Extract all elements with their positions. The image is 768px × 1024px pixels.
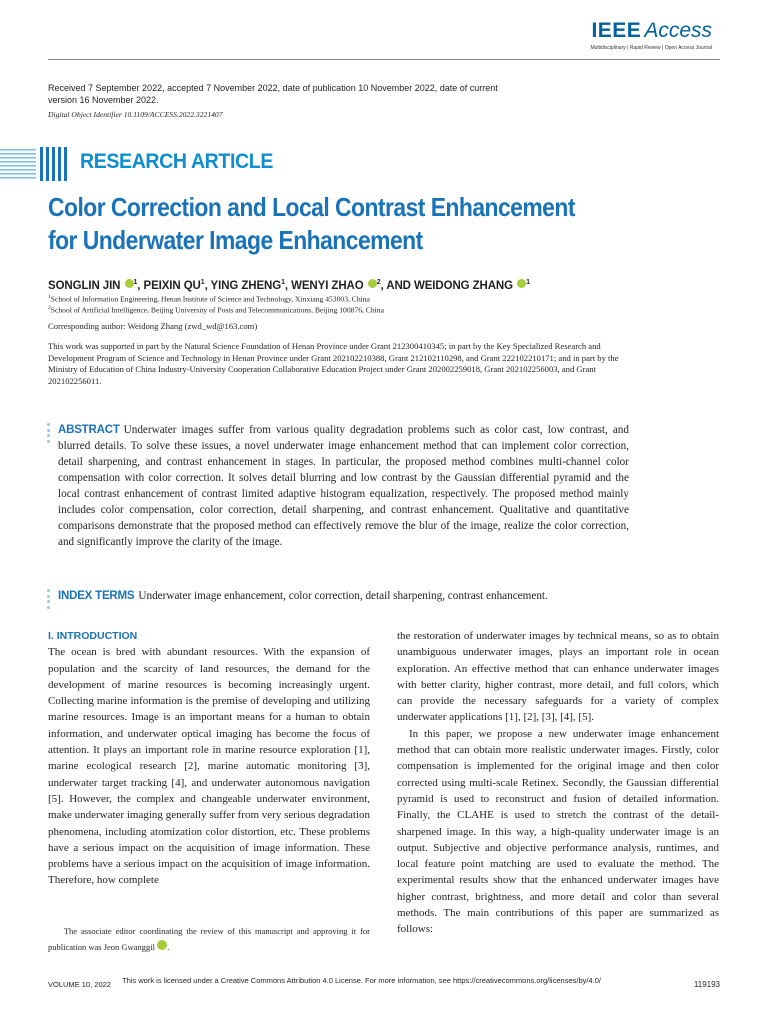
editor-footnote: The associate editor coordinating the review of this manuscript and approving it for publication was Jeon Gwanggil .: [48, 926, 370, 952]
logo-tagline: Multidisciplinary | Rapid Review | Open Access Journal: [590, 45, 712, 51]
article-type-stripes-icon: [0, 147, 70, 181]
index-terms-label: INDEX TERMS: [58, 590, 135, 602]
author-list: [48, 279, 530, 292]
abstract-dots-icon: [47, 423, 51, 445]
author: PEIXIN $QU^1$,: [143, 279, 211, 292]
abstract: [58, 422, 629, 550]
affiliation-2: $^2$School of Artificial Intelligence, Beijing University of Posts and Telecommunications, Beijing 100876, China: [48, 305, 384, 315]
header-divider: [48, 59, 720, 60]
author: WENYI ZHAO $^2$, AND: [291, 279, 414, 292]
abstract-label: ABSTRACT: [58, 424, 120, 436]
funding-statement: This work was supported in part by the Natural Science Foundation of Henan Province under Grant 212300410345; in part by the Key Specialized Research and Development Program of Science and Technology in Henan Province under Grant 202102210388, Grant 212102110298, and Grant 222102210171; and in part by the Ministry of Education of China Industry-University Cooperation Collaborative Education Project under Grant 202002259018, Grant 202102256003, and Grant 202102256011.: [48, 341, 619, 386]
author: WEIDONG ZHANG $^1$: [413, 279, 530, 292]
section-heading: I. INTRODUCTION: [48, 630, 138, 642]
orcid-icon[interactable]: [517, 279, 526, 288]
license-notice[interactable]: This work is licensed under a Creative Commons Attribution 4.0 License. For more information, see https://creativecommons.org/licenses/by/4.0/: [122, 976, 601, 985]
article-type: RESEARCH ARTICLE: [80, 150, 273, 173]
paragraph: the restoration of underwater images by technical means, so as to obtain unambiguous underwater images, plays an important role in ocean exploration. An effective method that can enhance underwater images with better clarity, higher contrast, more detail, and full colors, which can provide the necessary safeguards for a variety of complex underwater applications [1], [2], [3], [4], [5].: [397, 630, 719, 724]
volume: VOLUME 10, 2022: [48, 980, 111, 989]
index-terms: [58, 588, 648, 604]
page-number: 119193: [693, 980, 720, 989]
orcid-icon[interactable]: [368, 279, 377, 288]
orcid-icon[interactable]: [125, 279, 134, 288]
author: SONGLIN JIN $^1$,: [48, 279, 144, 292]
paragraph: In this paper, we propose a new underwater image enhancement method that can obtain more realistic underwater images. Firstly, color compensation is implemented for the original image and then color corrected using multi-scale Retinex. Secondly, the Gaussian differential pyramid is used to reconstruct and fusion of detailed information. Finally, the CLAHE is used to stretch the contrast of the detail-sharpened image. In this way, a high-quality underwater image is an output. Subjective and objective performance analysis, runtimes, and local feature point matching are used to evaluate the method. The experimental results show that the enhanced underwater images have higher contrast, brightness, and more detail and color than several methods. The main contributions of this paper are summarized as follows:: [397, 727, 719, 936]
doi[interactable]: Digital Object Identifier 10.1109/ACCESS.2022.3221407: [48, 110, 223, 119]
title-line-1: Color Correction and Local Contrast Enhancement: [48, 192, 575, 222]
affiliation-1: $^1$School of Information Engineering, Henan Institute of Science and Technology, Xinxiang 453003, China: [48, 294, 370, 304]
paper-title: [48, 191, 575, 257]
paragraph: The ocean is bred with abundant resources. With the expansion of population and the scarcity of land resources, the demand for the development of marine resources is becoming increasingly urgent. Collecting marine information is the premise of developing and utilizing marine resources. Image is an important means for a human to obtain information, and underwater optical imaging has become the focus of attention. It plays an important role in marine resource exploration [1], marine ecological research [2], marine automatic monitoring [3], underwater target tracking [4], and underwater autonomous navigation [5]. However, the complex and changeable underwater environment, make underwater imaging generally suffer from very serious degradation phenomena, including atomization color distortion, etc. These problems have a serious impact on the acquisition of image information. These problems have a serious impact on the acquisition of image information. Therefore, how complete: [48, 646, 370, 887]
logo-ieee: IEEE: [591, 19, 642, 42]
corresponding-author: Corresponding author: Weidong Zhang (zwd_wd@163.com): [48, 321, 258, 331]
abstract-text: Underwater images suffer from various quality degradation problems such as color cast, low contrast, and blurred details. To solve these issues, a novel underwater image enhancement method that can implement color correction, detail sharpening, and contrast enhancement in stages. In particular, the proposed method combines multi-channel color compensation with color correction. It solves detail blurring and low contrast by the Gaussian differential pyramid and the local contrast enhancement of contrast limited adaptive histogram equalization, respectively. The proposed method mainly includes color compensation, color correction, detail sharpening, and contrast enhancement. Qualitative and quantitative comparisons demonstrate that the proposed method can effectively remove the blur of the image, realize the color correction, and significantly improve the clarity of the image.: [58, 424, 629, 548]
received-dates: Received 7 September 2022, accepted 7 November 2022, date of publication 10 November 2022, date of current version 16 November 2022.: [48, 83, 498, 105]
logo-access: Access: [644, 19, 712, 42]
author: YING ZHENG$^1$,: [210, 279, 292, 292]
title-line-2: for Underwater Image Enhancement: [48, 225, 423, 255]
orcid-icon[interactable]: [157, 940, 167, 950]
index-terms-text: Underwater image enhancement, color correction, detail sharpening, contrast enhancement.: [138, 590, 548, 602]
index-dots-icon: [47, 589, 51, 611]
body-column-right: [397, 628, 719, 938]
journal-logo: [590, 20, 712, 51]
body-column-left: [48, 628, 370, 889]
